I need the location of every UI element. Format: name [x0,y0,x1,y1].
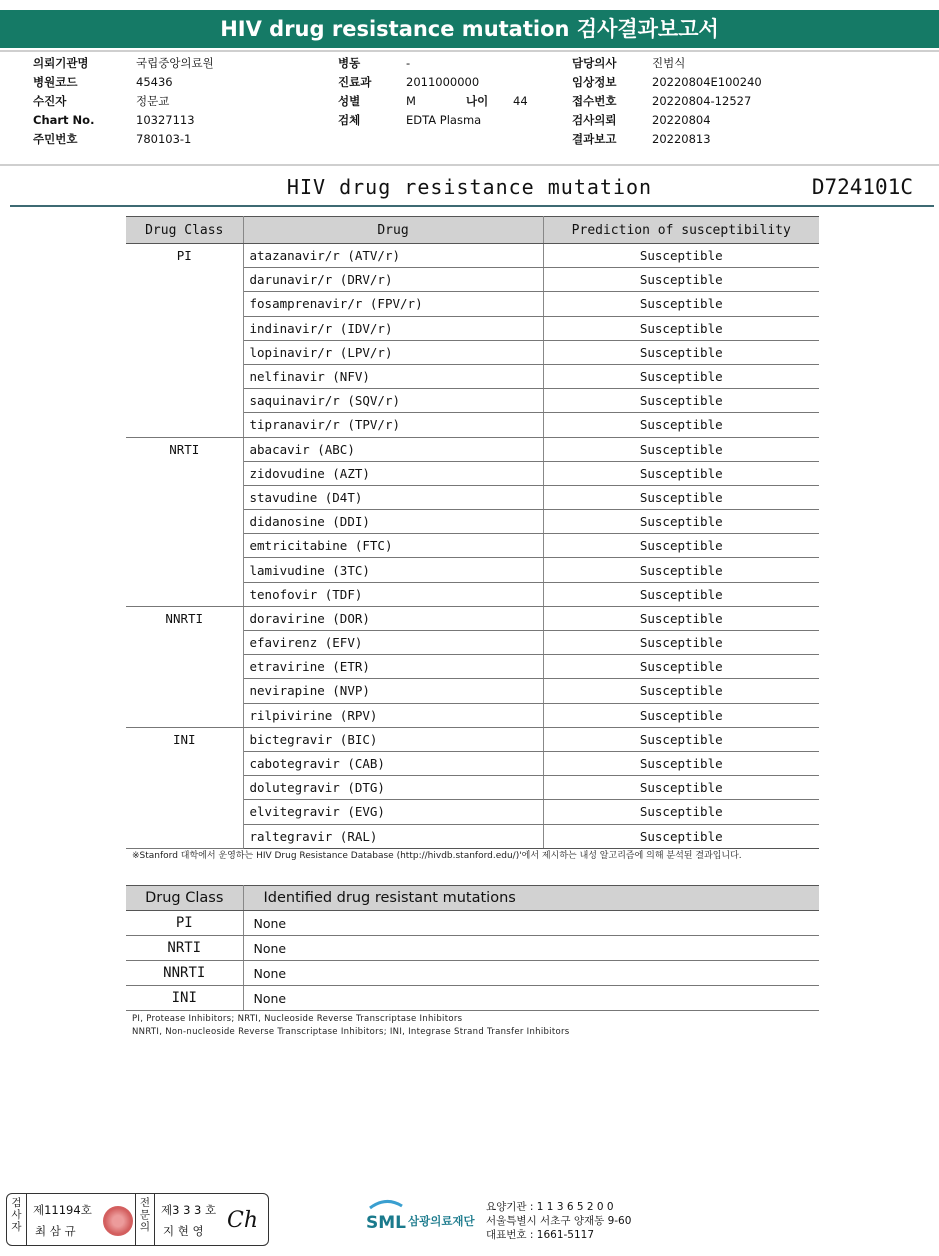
info-value: 780103-1 [136,132,192,146]
doctor-license-no: 제3 3 3 호 [161,1203,217,1217]
institution-info [486,1200,631,1242]
table-header-row [126,886,819,911]
drug-cell: atazanavir/r (ATV/r) [243,244,543,268]
divider [0,50,939,52]
table-row [126,727,819,751]
info-label: 검사의뢰 [572,113,617,127]
drug-cell: dolutegravir (DTG) [243,776,543,800]
drug-class-cell: NRTI [126,437,243,606]
susceptibility-cell: Susceptible [543,413,819,437]
info-value: 진범식 [652,56,686,70]
title-rule [10,205,934,207]
table-header-row [126,217,819,244]
info-label: 수진자 [33,94,67,108]
database-note: ※Stanford 대학에서 운영하는 HIV Drug Resistance Database (http://hivdb.stanford.edu/)'에서 제시하는 내성 알고리즘에 의해 분석된 결과입니다. [132,851,742,861]
info-value: 45436 [136,75,173,89]
mutation-table [126,885,819,1011]
susceptibility-cell: Susceptible [543,389,819,413]
drug-cell: nevirapine (NVP) [243,679,543,703]
susceptibility-cell: Susceptible [543,268,819,292]
abbreviation-footnote [132,1013,570,1039]
institution-phone: 대표번호 : 1661-5117 [486,1229,595,1241]
table-row [126,606,819,630]
susceptibility-cell: Susceptible [543,703,819,727]
examiner-license-no: 제11194호 [33,1203,92,1217]
drug-cell: didanosine (DDI) [243,510,543,534]
info-value: 국립중앙의료원 [136,56,214,70]
mutation-cell: None [243,986,819,1011]
susceptibility-cell: Susceptible [543,824,819,848]
drug-cell: doravirine (DOR) [243,606,543,630]
susceptibility-cell: Susceptible [543,679,819,703]
info-value: 10327113 [136,113,195,127]
drug-class-cell: PI [126,911,243,936]
info-value: M [406,94,416,108]
susceptibility-cell: Susceptible [543,485,819,509]
drug-cell: nelfinavir (NFV) [243,364,543,388]
drug-cell: zidovudine (AZT) [243,461,543,485]
drug-class-cell: NNRTI [126,961,243,986]
susceptibility-cell: Susceptible [543,776,819,800]
info-label: 담당의사 [572,56,617,70]
drug-cell: saquinavir/r (SQV/r) [243,389,543,413]
footnote-line: NNRTI, Non-nucleoside Reverse Transcriptase Inhibitors; INI, Integrase Strand Transfer Inhibitors [132,1027,570,1037]
mutation-cell: None [243,911,819,936]
info-label: 주민번호 [33,132,78,146]
table-row [126,936,819,961]
column-header: Drug Class [126,886,243,911]
drug-cell: indinavir/r (IDV/r) [243,316,543,340]
info-value: 20220804E100240 [652,75,762,89]
examiner-label: 검 사 자 [7,1194,27,1245]
susceptibility-cell: Susceptible [543,244,819,268]
footnote-line: PI, Protease Inhibitors; NRTI, Nucleoside Reverse Transcriptase Inhibitors [132,1014,463,1024]
info-label: 결과보고 [572,132,617,146]
drug-cell: stavudine (D4T) [243,485,543,509]
seal-stamp [103,1206,133,1236]
institution-address: 서울특별시 서초구 양재동 9-60 [486,1215,632,1227]
susceptibility-cell: Susceptible [543,510,819,534]
susceptibility-cell: Susceptible [543,558,819,582]
susceptibility-cell: Susceptible [543,606,819,630]
info-value: 20220804 [652,113,711,127]
susceptibility-cell: Susceptible [543,316,819,340]
drug-cell: raltegravir (RAL) [243,824,543,848]
info-label: 병동 [338,56,361,70]
table-row [126,961,819,986]
drug-cell: elvitegravir (EVG) [243,800,543,824]
drug-cell: efavirenz (EFV) [243,631,543,655]
drug-cell: emtricitabine (FTC) [243,534,543,558]
susceptibility-cell: Susceptible [543,800,819,824]
column-header: Prediction of susceptibility [543,217,819,244]
report-title: HIV drug resistance mutation [286,175,653,199]
drug-cell: lamivudine (3TC) [243,558,543,582]
info-label: 성별 [338,94,361,108]
drug-cell: darunavir/r (DRV/r) [243,268,543,292]
institution-name: 삼광의료재단 [408,1214,475,1228]
drug-cell: cabotegravir (CAB) [243,751,543,775]
info-value: EDTA Plasma [406,113,482,127]
info-label: 검체 [338,113,361,127]
age-label: 나이 [466,94,489,108]
drug-class-cell: NNRTI [126,606,243,727]
table-row [126,244,819,268]
drug-cell: etravirine (ETR) [243,655,543,679]
institution-code: 요양기관 : 1 1 3 6 5 2 0 0 [486,1201,614,1213]
svg-text:SML: SML [366,1213,406,1233]
age-value: 44 [513,94,528,108]
column-header: Drug Class [126,217,243,244]
drug-cell: abacavir (ABC) [243,437,543,461]
doctor-name: 지 현 영 [163,1224,204,1238]
susceptibility-cell: Susceptible [543,727,819,751]
susceptibility-cell: Susceptible [543,437,819,461]
info-label: Chart No. [33,113,95,127]
info-value: 2011000000 [406,75,480,89]
table-row [126,911,819,936]
signature-box [6,1193,269,1246]
info-value: 20220813 [652,132,711,146]
doctor-label: 전 문 의 [135,1194,155,1245]
info-label: 임상정보 [572,75,617,89]
susceptibility-cell: Susceptible [543,340,819,364]
info-label: 병원코드 [33,75,78,89]
info-label: 접수번호 [572,94,617,108]
examiner-name: 최 삼 규 [35,1224,76,1238]
column-header: Drug [243,217,543,244]
susceptibility-cell: Susceptible [543,364,819,388]
column-header: Identified drug resistant mutations [243,886,819,911]
susceptibility-cell: Susceptible [543,534,819,558]
info-label: 의뢰기관명 [33,56,89,70]
susceptibility-cell: Susceptible [543,751,819,775]
susceptibility-cell: Susceptible [543,582,819,606]
susceptibility-cell: Susceptible [543,292,819,316]
info-label: 진료과 [338,75,372,89]
info-value: 정문교 [136,94,170,108]
drug-cell: fosamprenavir/r (FPV/r) [243,292,543,316]
drug-class-cell: INI [126,986,243,1011]
susceptibility-cell: Susceptible [543,631,819,655]
drug-cell: lopinavir/r (LPV/r) [243,340,543,364]
info-value: - [406,56,411,70]
drug-cell: tenofovir (TDF) [243,582,543,606]
drug-cell: bictegravir (BIC) [243,727,543,751]
susceptibility-table [126,216,819,849]
table-row [126,986,819,1011]
info-value: 20220804-12527 [652,94,752,108]
mutation-cell: None [243,961,819,986]
drug-class-cell: INI [126,727,243,848]
susceptibility-cell: Susceptible [543,655,819,679]
drug-class-cell: PI [126,244,243,438]
drug-cell: rilpivirine (RPV) [243,703,543,727]
table-row [126,437,819,461]
drug-cell: tipranavir/r (TPV/r) [243,413,543,437]
divider [0,164,939,166]
handwritten-signature: Ch [227,1208,259,1233]
report-code: D724101C [811,175,913,199]
susceptibility-cell: Susceptible [543,461,819,485]
drug-class-cell: NRTI [126,936,243,961]
mutation-cell: None [243,936,819,961]
report-banner-title: HIV drug resistance mutation 검사결과보고서 [0,10,939,48]
